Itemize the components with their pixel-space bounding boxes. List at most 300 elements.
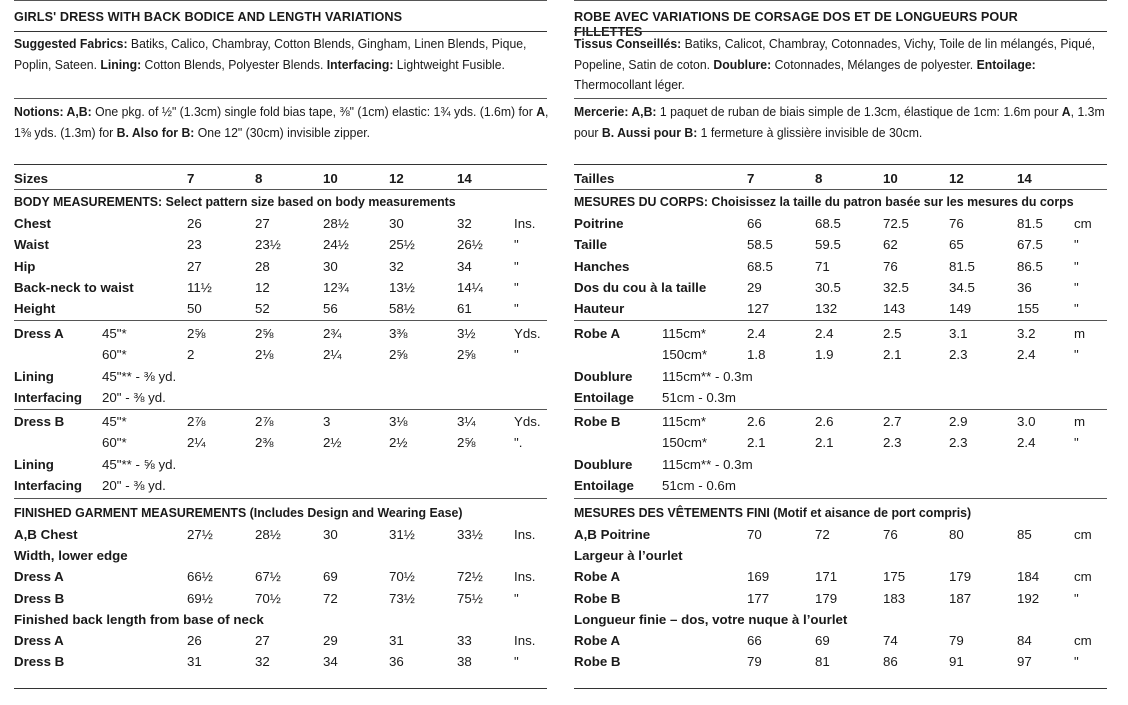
size-value: 70½ [389,569,415,585]
notions-label: Mercerie: A,B: [574,104,657,119]
size-value: 2⅞ [255,414,274,429]
row-label: Dress A [14,633,64,648]
size-value: 66 [747,633,762,648]
unit-label: " [1074,435,1079,451]
unit-label: " [514,590,519,606]
sizes-label: Sizes [14,171,49,186]
unit-label: " [514,347,519,363]
row-label: Width, lower edge [14,548,128,564]
size-value: 68.5 [747,258,773,274]
row-label: Back-neck to waist [14,279,134,295]
dress-b-rule [574,409,1107,410]
row-label: Doublure [574,456,633,472]
size-value: 27 [255,216,270,231]
size-value: 179 [949,569,972,585]
size-value: 34 [457,258,472,274]
size-value: 3⅛ [389,414,408,429]
unit-label: m [1074,414,1086,429]
row-label: Robe A [574,633,621,648]
notions-label: B. Aussi pour B: [601,124,698,140]
body-measurement-row [14,256,547,277]
size-value: 184 [1017,569,1040,585]
yardage-row [574,454,1107,475]
size-value: 2⅝ [457,435,476,451]
unit-label: Ins. [514,633,536,648]
row-label: Robe B [574,590,621,606]
row-label: Hanches [574,258,630,274]
size-value: 58½ [389,301,415,317]
size-value: 61 [457,301,472,317]
size-value: 132 [815,301,838,317]
sizes-rule [574,189,1107,190]
finished-measurements-heading: MESURES DES VÊTEMENTS FINI (Motif et aisance de port compris) [574,505,972,520]
size-value: 52 [255,301,270,317]
size-value: 28 [255,258,270,274]
size-value: 73½ [389,590,415,606]
size-value: 27 [187,258,202,274]
unit-label: m [1074,326,1086,341]
unit-label: " [514,258,519,274]
row-label: Dress B [14,414,65,429]
fabric-label: Entoilage: [976,56,1036,72]
size-value: 179 [815,590,838,606]
size-value: 72 [323,590,338,606]
size-value: 38 [457,654,472,670]
size-value: 31 [187,654,202,670]
size-value: 27½ [187,527,213,542]
size-value: 30.5 [815,279,841,295]
finished-measurement-row [14,609,547,630]
size-value: 66 [747,216,762,231]
size-value: 2.1 [747,435,766,451]
size-value: 27 [255,633,270,648]
size-value: 2¼ [323,347,342,363]
unit-label: " [1074,258,1079,274]
size-value: 76 [883,258,898,274]
size-value: 3.2 [1017,326,1036,341]
yardage-row [574,411,1107,432]
unit-label: Yds. [514,326,541,341]
finished-rule [574,498,1107,499]
size-value: 58.5 [747,237,773,253]
body-measurements-heading: BODY MEASUREMENTS: Select pattern size based on body measurements [14,194,456,209]
notions-value: , 1⅜ yds. (1.3m) for [14,104,549,140]
size-value: 86.5 [1017,258,1043,274]
size-value: 28½ [323,216,349,231]
dress-b-rule [14,409,547,410]
notions-text [574,102,1108,143]
row-sublabel: 60"* [102,435,127,451]
size-value: 2⅜ [255,435,274,451]
sizes-header-row [574,168,1107,189]
row-label: Interfacing [14,477,82,493]
row-sublabel: 150cm* [662,347,708,363]
size-value: 33 [457,633,472,648]
body-measurement-row [574,213,1107,234]
row-sublabel: 20" - ⅜ yd. [102,477,166,493]
size-value: 2⅝ [457,347,476,363]
size-value: 66½ [187,569,213,585]
row-label: Waist [14,237,49,253]
size-value: 2.5 [883,326,902,341]
size-value: 56 [323,301,338,317]
size-value: 86 [883,654,898,670]
row-sublabel: 115cm** - 0.3m [662,456,753,472]
row-sublabel: 45"** - ⅜ yd. [102,368,177,384]
size-value: 2.3 [949,347,968,363]
size-value: 23 [187,237,202,253]
row-label: Hip [14,258,36,274]
notions-value: , 1.3m pour [574,104,1105,140]
row-sublabel: 60"* [102,347,127,363]
unit-label: " [1074,347,1079,363]
size-value: 2.3 [883,435,902,451]
size-value: 72½ [457,569,483,585]
size-value: 36 [389,654,404,670]
row-label: Robe B [574,654,621,670]
row-label: Dos du cou à la taille [574,279,707,295]
size-value: 2¾ [323,326,342,341]
yardage-row [14,366,547,387]
fabric-label: Tissus Conseillés: [574,36,682,51]
size-value: 192 [1017,590,1040,606]
yardage-row [14,387,547,408]
fabric-label: Lining: [100,56,142,72]
fabric-label: Suggested Fabrics: [14,36,128,51]
size-value: 2⅝ [255,326,274,341]
pattern-title: ROBE AVEC VARIATIONS DE CORSAGE DOS ET DE LONGUEURS POUR FILLETTES [574,9,1018,39]
unit-label: cm [1074,527,1092,542]
size-value: 68.5 [815,216,841,231]
notions-text [14,102,548,143]
unit-label: Ins. [514,527,536,542]
size-value: 81.5 [1017,216,1043,231]
size-value: 67½ [255,569,281,585]
yardage-row [14,344,547,365]
dress-a-rule [14,320,547,321]
row-label: Doublure [574,368,633,384]
fabric-text: Cotonnades, Mélanges de polyester. [771,56,977,72]
yardage-row [14,323,547,344]
size-value: 2⅛ [255,347,274,363]
finished-measurement-row [574,630,1107,651]
row-label: A,B Poitrine [574,527,651,542]
size-value: 2¼ [187,435,206,451]
size-value: 2.4 [1017,435,1036,451]
notions-rule [574,164,1107,165]
size-value: 2.9 [949,414,968,429]
size-value: 175 [883,569,906,585]
yardage-row [574,387,1107,408]
finished-measurement-row [14,566,547,587]
size-value: 85 [1017,527,1032,542]
notions-rule [14,164,547,165]
row-label: Dress A [14,326,64,341]
row-label: Robe A [574,569,621,585]
size-value: 24½ [323,237,349,253]
row-label: Longueur finie – dos, votre nuque à l’ourlet [574,611,848,627]
yardage-row [574,475,1107,496]
size-value: 34.5 [949,279,975,295]
size-value: 3.1 [949,326,968,341]
unit-label: " [1074,654,1079,670]
size-value: 80 [949,527,964,542]
row-sublabel: 115cm** - 0.3m [662,368,753,384]
row-sublabel: 115cm* [662,326,707,341]
body-measurement-row [14,234,547,255]
size-header: 14 [457,171,472,186]
size-value: 2½ [389,435,408,451]
size-value: 2⅞ [187,414,206,429]
finished-measurement-row [574,588,1107,609]
body-measurement-row [14,277,547,298]
finished-measurement-row [14,651,547,672]
row-label: A,B Chest [14,527,78,542]
unit-label: " [1074,590,1079,606]
size-value: 62 [883,237,898,253]
unit-label: Ins. [514,216,536,231]
size-value: 91 [949,654,964,670]
size-value: 26 [187,633,202,648]
bottom-rule [574,688,1107,689]
size-value: 84 [1017,633,1032,648]
unit-label: " [514,654,519,670]
body-measurement-row [574,256,1107,277]
size-value: 33½ [457,527,483,542]
row-label: Entoilage [574,477,634,493]
size-value: 69½ [187,590,213,606]
size-value: 30 [323,258,338,274]
suggested-fabrics-text [14,34,548,75]
size-value: 25½ [389,237,415,253]
pattern-title: GIRLS' DRESS WITH BACK BODICE AND LENGTH VARIATIONS [14,9,403,24]
size-value: 12¾ [323,279,349,295]
unit-label: " [514,279,519,295]
size-value: 3 [323,414,331,429]
size-header: 12 [949,171,964,186]
notions-label: A [1061,104,1071,119]
finished-measurement-row [14,630,547,651]
finished-rule [14,498,547,499]
unit-label: " [1074,237,1079,253]
yardage-row [14,411,547,432]
size-value: 29 [747,279,762,295]
size-value: 2⅝ [389,347,408,363]
finished-measurement-row [574,545,1107,566]
unit-label: cm [1074,569,1092,585]
size-value: 30 [323,527,338,542]
yardage-row [574,432,1107,453]
size-value: 2.3 [949,435,968,451]
row-label: Taille [574,237,608,253]
size-value: 14¼ [457,279,483,295]
row-sublabel: 51cm - 0.3m [662,389,736,405]
size-value: 70½ [255,590,281,606]
fabrics-rule [574,98,1107,99]
size-value: 3¼ [457,414,476,429]
bottom-rule [14,688,547,689]
size-value: 67.5 [1017,237,1043,253]
size-value: 2.7 [883,414,902,429]
size-value: 143 [883,301,906,317]
row-sublabel: 45"* [102,326,127,341]
unit-label: " [514,301,519,317]
row-label: Dress B [14,590,65,606]
size-value: 177 [747,590,770,606]
size-value: 2.4 [815,326,834,341]
size-value: 187 [949,590,972,606]
sizes-header-row [14,168,547,189]
size-value: 3⅜ [389,326,408,341]
yardage-row [14,432,547,453]
yardage-row [574,344,1107,365]
unit-label: " [1074,279,1079,295]
row-label: Lining [14,456,54,472]
size-value: 32 [457,216,472,231]
row-sublabel: 45"** - ⅝ yd. [102,456,177,472]
size-value: 32 [389,258,404,274]
yardage-row [574,366,1107,387]
row-label: Height [14,301,56,317]
fabric-text: Cotton Blends, Polyester Blends. [141,56,327,72]
size-value: 72.5 [883,216,909,231]
unit-label: " [514,237,519,253]
row-label: Finished back length from base of neck [14,611,264,627]
size-value: 81 [815,654,830,670]
size-value: 149 [949,301,972,317]
size-value: 50 [187,301,202,317]
size-value: 81.5 [949,258,975,274]
row-label: Poitrine [574,216,624,231]
fabric-text: Lightweight Fusible. [393,56,505,72]
body-measurement-row [574,234,1107,255]
fabric-text: Thermocollant léger. [574,77,685,92]
size-value: 169 [747,569,770,585]
notions-label: B. Also for B: [116,124,195,140]
size-value: 12 [255,279,270,295]
body-measurements-heading: MESURES DU CORPS: Choisissez la taille du patron basée sur les mesures du corps [574,194,1074,209]
size-value: 59.5 [815,237,841,253]
finished-measurement-row [574,651,1107,672]
size-value: 69 [815,633,830,648]
size-value: 13½ [389,279,415,295]
size-value: 2 [187,347,195,363]
sizes-rule [14,189,547,190]
unit-label: ". [514,435,523,451]
fabric-label: Doublure: [713,56,772,72]
size-value: 3½ [457,326,476,341]
size-value: 3.0 [1017,414,1036,429]
size-value: 2.1 [883,347,902,363]
notions-label: Notions: A,B: [14,104,92,119]
size-value: 71 [815,258,830,274]
size-value: 31½ [389,527,415,542]
row-label: Lining [14,368,54,384]
finished-measurement-row [14,588,547,609]
size-value: 11½ [187,279,212,295]
body-measurement-row [14,213,547,234]
size-value: 65 [949,237,964,253]
row-label: Robe A [574,326,621,341]
row-sublabel: 20" - ⅜ yd. [102,389,166,405]
size-value: 23½ [255,237,281,253]
size-value: 74 [883,633,898,648]
row-label: Hauteur [574,301,625,317]
top-border [14,0,547,1]
notions-value: One 12" (30cm) invisible zipper. [194,124,371,140]
yardage-row [574,323,1107,344]
unit-label: cm [1074,633,1092,648]
body-measurement-row [574,277,1107,298]
size-value: 2.4 [1017,347,1036,363]
title-rule [574,31,1107,32]
body-measurement-row [14,298,547,319]
row-label: Chest [14,216,51,231]
size-header: 12 [389,171,404,186]
notions-label: A [536,104,546,119]
size-header: 7 [747,171,755,186]
size-value: 2.6 [815,414,834,429]
row-label: Interfacing [14,389,82,405]
row-label: Dress A [14,569,64,585]
fabrics-rule [14,98,547,99]
row-sublabel: 115cm* [662,414,707,429]
size-value: 75½ [457,590,483,606]
row-label: Robe B [574,414,621,429]
unit-label: cm [1074,216,1092,231]
finished-measurement-row [14,545,547,566]
size-value: 28½ [255,527,281,542]
size-value: 1.9 [815,347,834,363]
size-value: 26½ [457,237,483,253]
suggested-fabrics-text [574,34,1108,96]
size-value: 183 [883,590,906,606]
size-value: 127 [747,301,770,317]
size-value: 79 [949,633,964,648]
row-sublabel: 51cm - 0.6m [662,477,736,493]
row-sublabel: 45"* [102,414,127,429]
unit-label: " [1074,301,1079,317]
size-header: 14 [1017,171,1032,186]
size-value: 1.8 [747,347,766,363]
size-value: 29 [323,633,338,648]
size-value: 31 [389,633,404,648]
finished-measurement-row [574,609,1107,630]
finished-measurement-row [574,524,1107,545]
fabric-text: Batiks, Calico, Chambray, Cotton Blends, Gingham, Linen Blends, Pique, Poplin, Sateen. [14,36,527,72]
finished-measurements-heading: FINISHED GARMENT MEASUREMENTS (Includes Design and Wearing Ease) [14,505,463,520]
yardage-row [14,475,547,496]
size-header: 8 [255,171,263,186]
size-header: 10 [323,171,338,186]
size-value: 2½ [323,435,342,451]
finished-measurement-row [14,524,547,545]
size-value: 2⅝ [187,326,206,341]
dress-a-rule [574,320,1107,321]
size-value: 2.4 [747,326,766,341]
size-value: 171 [815,569,838,585]
size-value: 2.1 [815,435,834,451]
size-value: 26 [187,216,202,231]
size-header: 10 [883,171,898,186]
size-value: 70 [747,527,762,542]
size-header: 7 [187,171,195,186]
size-header: 8 [815,171,823,186]
size-value: 72 [815,527,830,542]
sizes-label: Tailles [574,171,615,186]
row-sublabel: 150cm* [662,435,708,451]
size-value: 155 [1017,301,1040,317]
